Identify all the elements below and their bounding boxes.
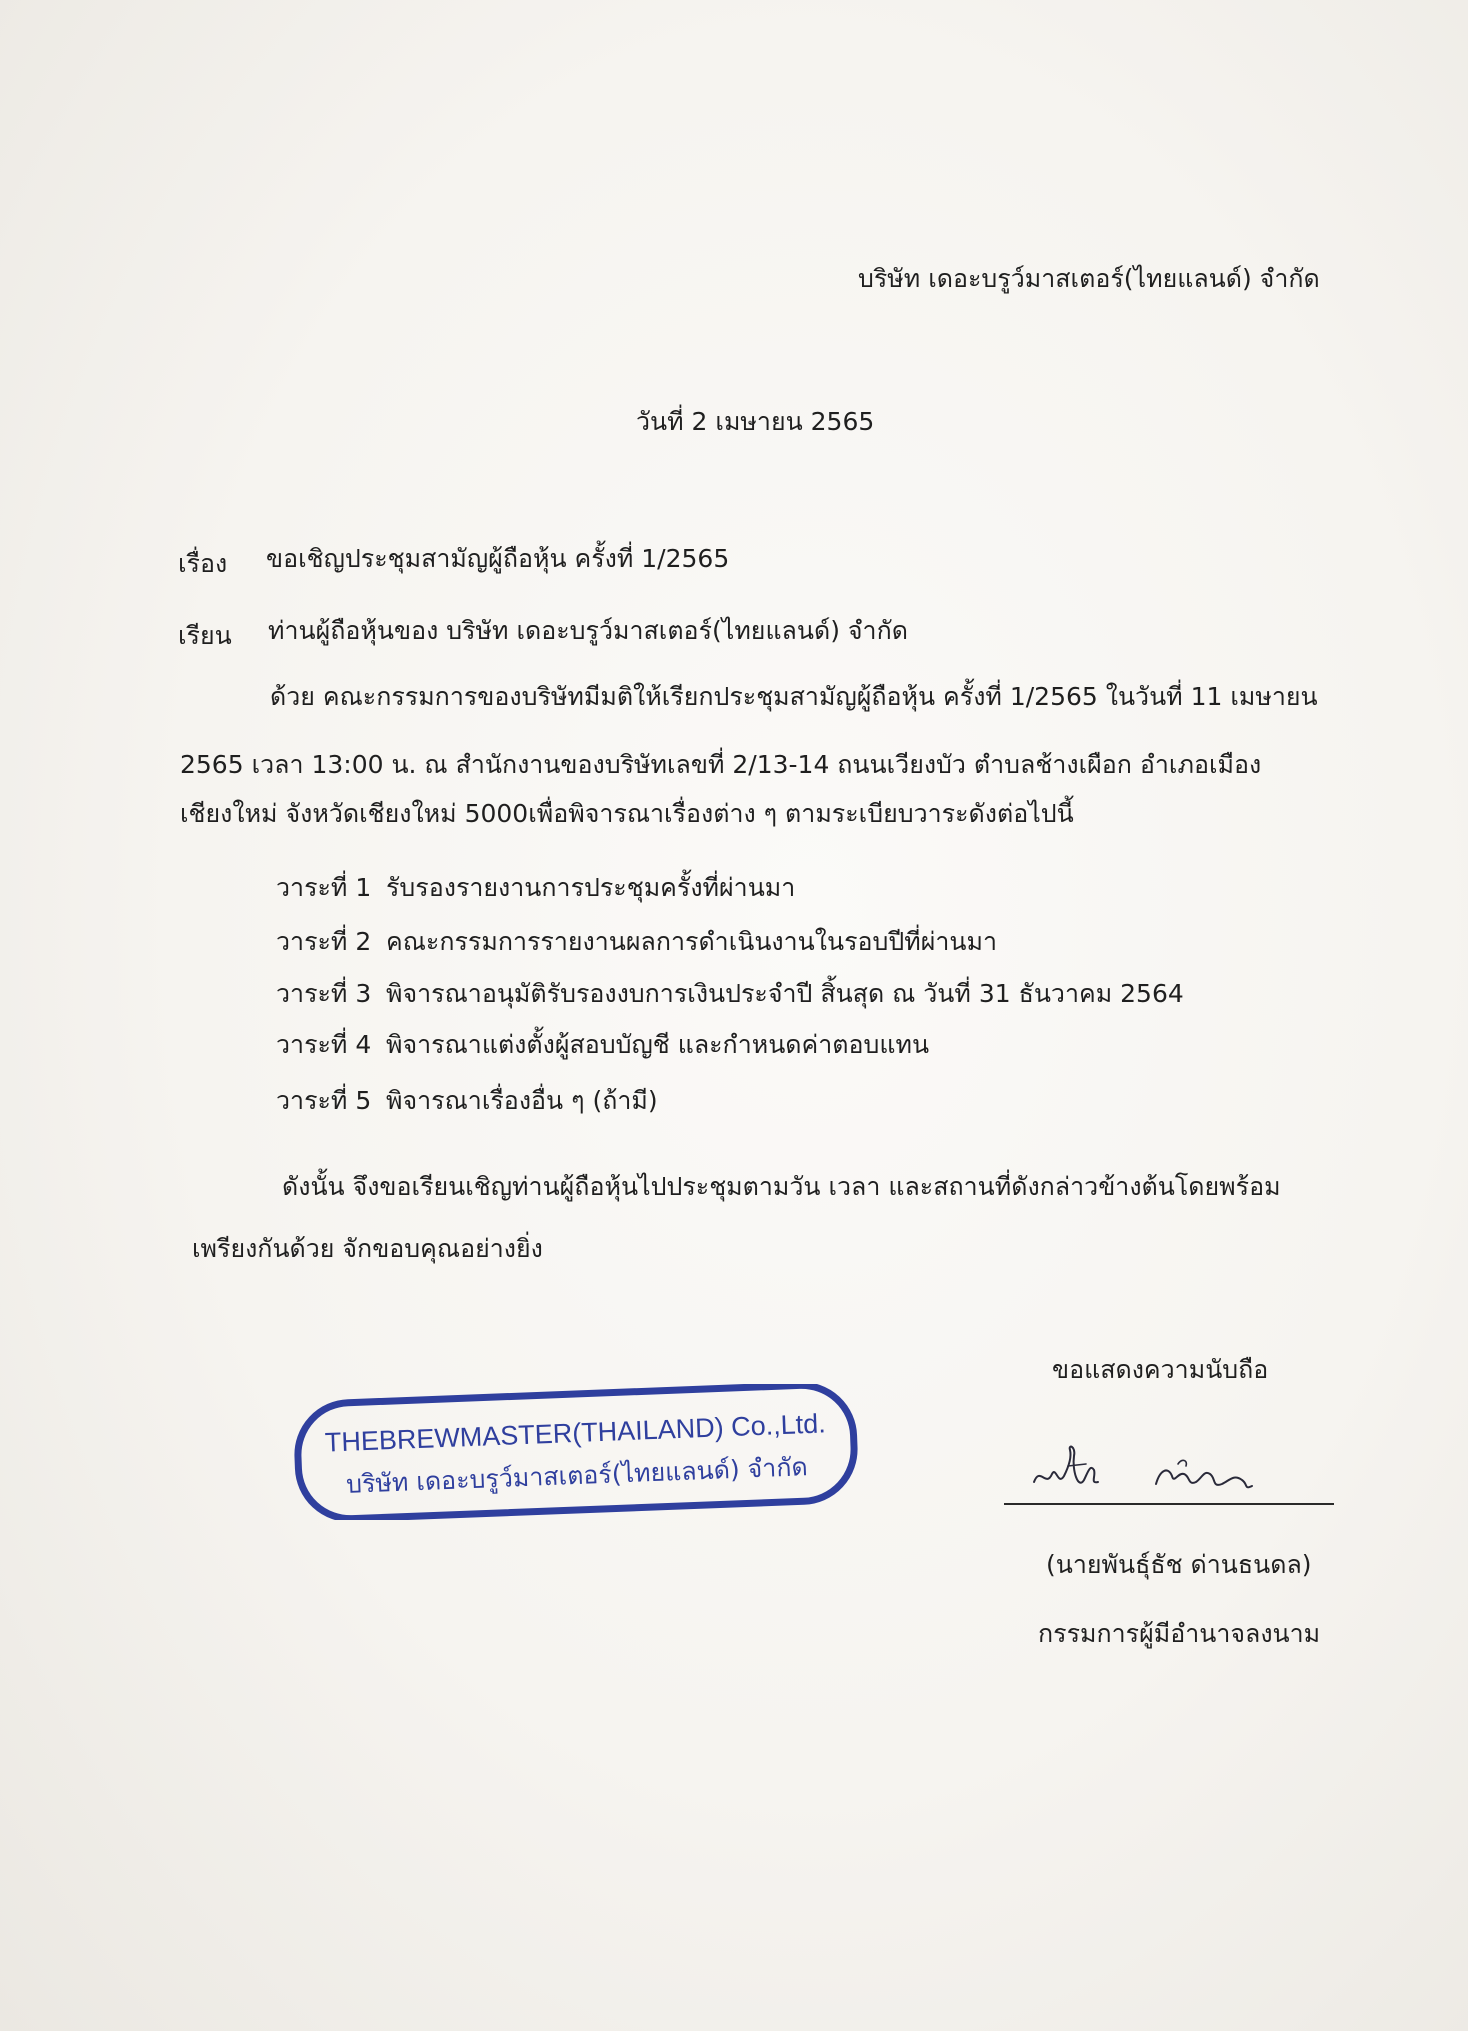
agenda-number: วาระที่ 3 xyxy=(276,979,372,1008)
letter-date: วันที่ 2 เมษายน 2565 xyxy=(636,407,875,436)
agenda-item xyxy=(276,977,1184,1011)
agenda-text: พิจารณาแต่งตั้งผู้สอบบัญชี และกำหนดค่าตอบแทน xyxy=(386,1030,930,1059)
signer-title: กรรมการผู้มีอำนาจลงนาม xyxy=(1038,1619,1321,1648)
agenda-text: คณะกรรมการรายงานผลการดำเนินงานในรอบปีที่ผ่านมา xyxy=(386,927,998,956)
signer-name: (นายพันธุ์ธัช ด่านธนดล) xyxy=(1046,1550,1312,1579)
closing-paragraph-line: ดังนั้น จึงขอเรียนเชิญท่านผู้ถือหุ้นไปประชุมตามวัน เวลา และสถานที่ดังกล่าวข้างต้นโดยพร้อม xyxy=(282,1172,1281,1201)
agenda-item xyxy=(276,1084,658,1118)
signature-line xyxy=(1004,1503,1334,1505)
subject-text: ขอเชิญประชุมสามัญผู้ถือหุ้น ครั้งที่ 1/2565 xyxy=(266,544,730,573)
closing-paragraph-line: เพรียงกันด้วย จักขอบคุณอย่างยิ่ง xyxy=(192,1234,543,1263)
body-paragraph-line: 2565 เวลา 13:00 น. ณ สำนักงานของบริษัทเลขที่ 2/13-14 ถนนเวียงบัว ตำบลช้างเผือก อำเภอเมือง xyxy=(180,750,1262,779)
stamp-line-english: THEBREWMASTER(THAILAND) Co.,Ltd. xyxy=(324,1408,827,1458)
addressee-label: เรียน xyxy=(178,621,232,650)
body-paragraph-line: ด้วย คณะกรรมการของบริษัทมีมติให้เรียกประชุมสามัญผู้ถือหุ้น ครั้งที่ 1/2565 ในวันที่ 11 เมษายน xyxy=(270,682,1318,711)
agenda-text: รับรองรายงานการประชุมครั้งที่ผ่านมา xyxy=(386,873,796,902)
stamp-line-thai: บริษัท เดอะบรูว์มาสเตอร์(ไทยแลนด์) จำกัด xyxy=(345,1452,809,1499)
company-header: บริษัท เดอะบรูว์มาสเตอร์(ไทยแลนด์) จำกัด xyxy=(858,264,1320,293)
agenda-number: วาระที่ 4 xyxy=(276,1030,372,1059)
agenda-text: พิจารณาอนุมัติรับรองงบการเงินประจำปี สิ้นสุด ณ วันที่ 31 ธันวาคม 2564 xyxy=(386,979,1184,1008)
subject-label: เรื่อง xyxy=(178,549,228,578)
agenda-item xyxy=(276,1028,929,1062)
handwritten-signature xyxy=(1028,1436,1278,1506)
agenda-number: วาระที่ 1 xyxy=(276,873,372,902)
closing-regards: ขอแสดงความนับถือ xyxy=(1052,1355,1269,1384)
addressee-text: ท่านผู้ถือหุ้นของ บริษัท เดอะบรูว์มาสเตอร์(ไทยแลนด์) จำกัด xyxy=(268,616,908,645)
agenda-item xyxy=(276,925,997,959)
agenda-number: วาระที่ 2 xyxy=(276,927,372,956)
company-stamp xyxy=(292,1384,860,1520)
agenda-item xyxy=(276,871,795,905)
agenda-text: พิจารณาเรื่องอื่น ๆ (ถ้ามี) xyxy=(386,1086,658,1115)
body-paragraph-line: เชียงใหม่ จังหวัดเชียงใหม่ 5000เพื่อพิจารณาเรื่องต่าง ๆ ตามระเบียบวาระดังต่อไปนี้ xyxy=(180,799,1074,828)
agenda-number: วาระที่ 5 xyxy=(276,1086,372,1115)
